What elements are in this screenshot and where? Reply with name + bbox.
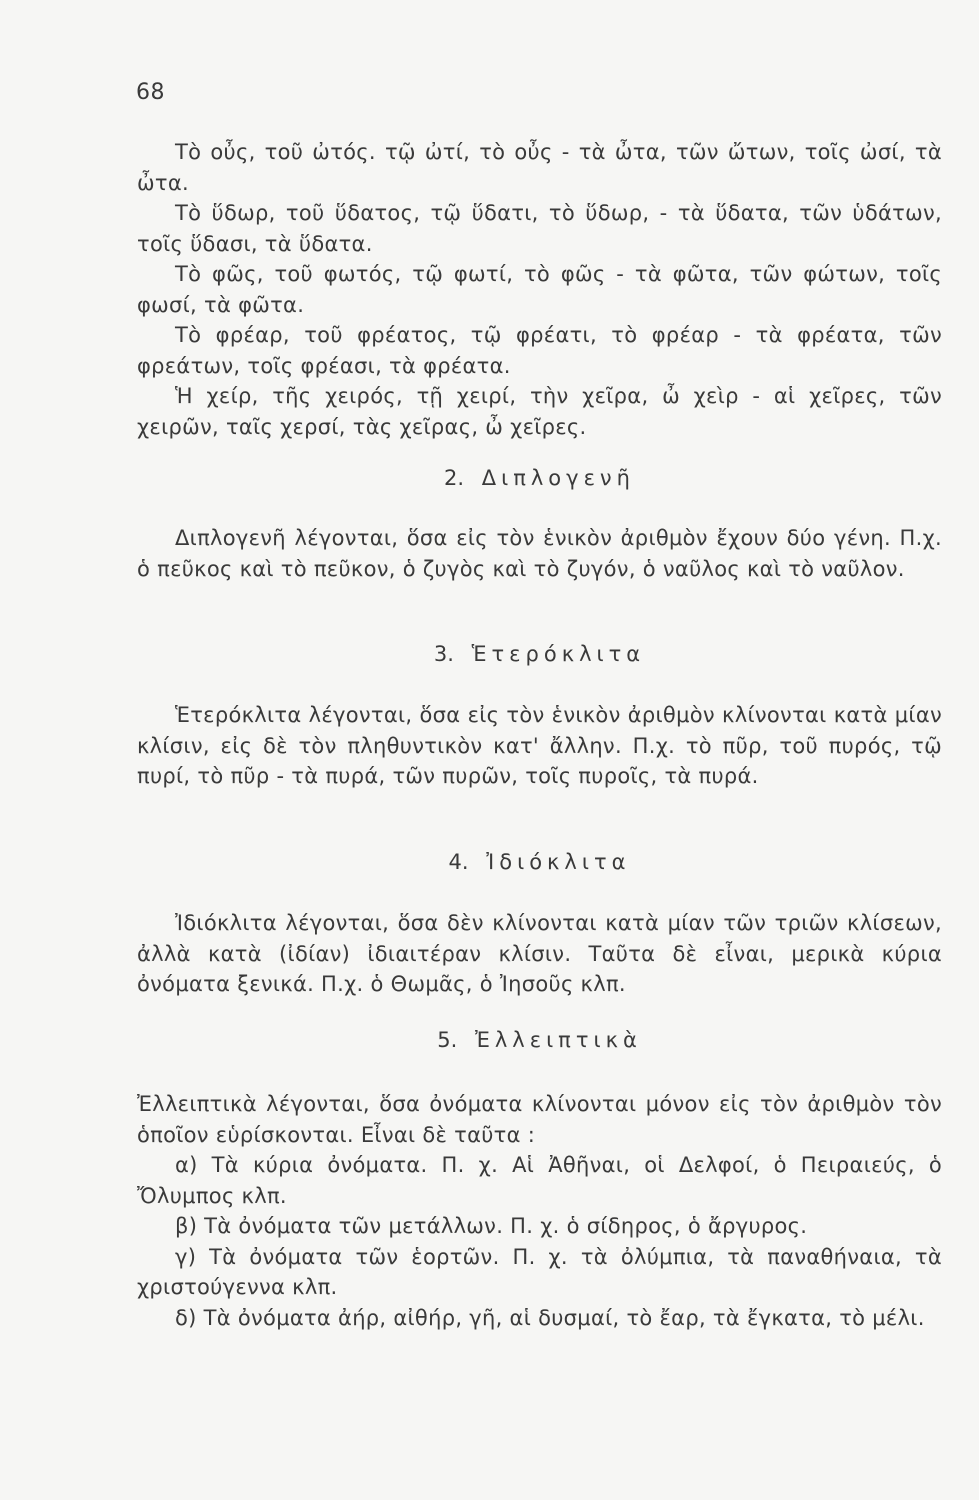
section-body — [137, 908, 942, 1000]
paragraph: Ἐλλειπτικὰ λέγονται, ὅσα ὀνόματα κλίνονται μόνον εἰς τὸν ἀριθμὸν τὸν ὁποῖον εὑρίσκονται. Εἶναι δὲ ταῦτα : — [137, 1092, 942, 1147]
section-body — [137, 523, 942, 584]
paragraph: Τὸ ὕδωρ, τοῦ ὕδατος, τῷ ὕδατι, τὸ ὕδωρ, - τὰ ὕδατα, τῶν ὑδάτων, τοῖς ὕδασι, τὰ ὕδατα. — [137, 201, 942, 256]
list-item: δ) Τὰ ὀνόματα ἀήρ, αἰθήρ, γῆ, αἱ δυσμαί, τὸ ἔαρ, τὰ ἔγκατα, τὸ μέλι. — [175, 1305, 925, 1330]
paragraph: Τὸ οὖς, τοῦ ὠτός. τῷ ὠτί, τὸ οὖς - τὰ ὦτα, τῶν ὤτων, τοῖς ὠσί, τὰ ὦτα. — [137, 140, 942, 195]
section-title: Ἐλλειπτικὰ — [474, 1028, 642, 1052]
paragraph: Ἡ χείρ, τῆς χειρός, τῇ χειρί, τὴν χεῖρα, ὦ χεὶρ - αἱ χεῖρες, τῶν χειρῶν, ταῖς χερσί, τὰς χεῖρας, ὦ χεῖρες. — [137, 384, 942, 439]
section-number: 3. — [433, 642, 454, 666]
section-number: 4. — [448, 850, 469, 874]
section-heading — [137, 850, 942, 874]
section-title: Ἰδιόκλιτα — [486, 850, 631, 874]
paragraph: Τὸ φῶς, τοῦ φωτός, τῷ φωτί, τὸ φῶς - τὰ φῶτα, τῶν φώτων, τοῖς φωσί, τὰ φῶτα. — [137, 262, 942, 317]
intro-block — [137, 137, 942, 442]
section-title: Διπλογενῆ — [481, 466, 635, 490]
list-item: α) Τὰ κύρια ὀνόματα. Π. χ. Αἱ Ἀθῆναι, οἱ Δελφοί, ὁ Πειραιεύς, ὁ Ὄλυμπος κλπ. — [137, 1153, 942, 1208]
section-number: 5. — [437, 1028, 458, 1052]
section-heading — [137, 1028, 942, 1052]
list-item: β) Τὰ ὀνόματα τῶν μετάλλων. Π. χ. ὁ σίδηρος, ὁ ἄργυρος. — [175, 1214, 808, 1238]
paragraph: Διπλογενῆ λέγονται, ὅσα εἰς τὸν ἑνικὸν ἀριθμὸν ἔχουν δύο γένη. Π.χ. ὁ πεῦκος καὶ τὸ πεῦκον, ὁ ζυγὸς καὶ τὸ ζυγόν, ὁ ναῦλος καὶ τὸ ναῦλον. — [137, 526, 942, 581]
section-body — [137, 700, 942, 792]
paragraph: Ἑτερόκλιτα λέγονται, ὅσα εἰς τὸν ἑνικὸν ἀριθμὸν κλίνονται κατὰ μίαν κλίσιν, εἰς δὲ τὸν πληθυντικὸν κατ' ἄλλην. Π.χ. τὸ πῦρ, τοῦ πυρός, τῷ πυρί, τὸ πῦρ - τὰ πυρά, τῶν πυρῶν, τοῖς πυροῖς, τὰ πυρά. — [137, 703, 942, 788]
page-number: 68 — [136, 80, 165, 105]
paragraph: Τὸ φρέαρ, τοῦ φρέατος, τῷ φρέατι, τὸ φρέαρ - τὰ φρέατα, τῶν φρεάτων, τοῖς φρέασι, τὰ φρέατα. — [137, 323, 942, 378]
section-number: 2. — [444, 466, 465, 490]
section-title: Ἑτερόκλιτα — [471, 642, 646, 666]
section-body — [137, 1089, 942, 1333]
section-heading — [137, 642, 942, 666]
section-heading — [137, 466, 942, 490]
list-item: γ) Τὰ ὀνόματα τῶν ἑορτῶν. Π. χ. τὰ ὀλύμπια, τὰ παναθήναια, τὰ χριστούγεννα κλπ. — [137, 1244, 942, 1299]
paragraph: Ἰδιόκλιτα λέγονται, ὅσα δὲν κλίνονται κατὰ μίαν τῶν τριῶν κλίσεων, ἀλλὰ κατὰ (ἰδίαν) ἰδιαιτέραν κλίσιν. Ταῦτα δὲ εἶναι, μερικὰ κύρια ὀνόματα ξενικά. Π.χ. ὁ Θωμᾶς, ὁ Ἰησοῦς κλπ. — [137, 911, 942, 996]
